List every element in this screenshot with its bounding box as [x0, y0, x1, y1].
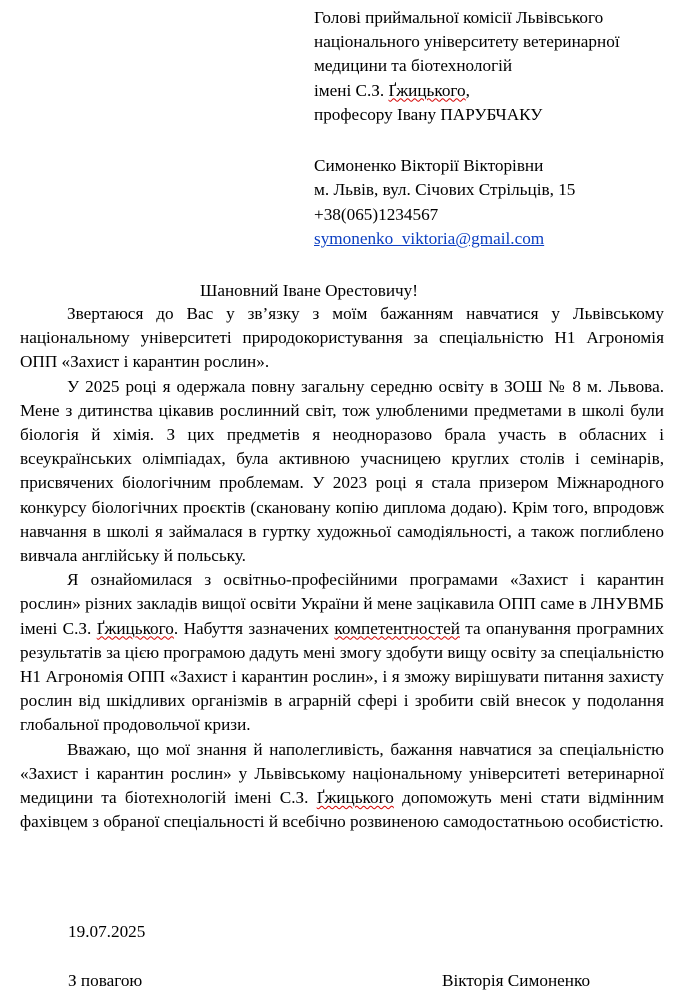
sender-name: Симоненко Вікторії Вікторівни [314, 156, 544, 175]
paragraph-text: та опанування програмних результатів за цією програмою дадуть мені змогу здобути вищу освіту за спеціальністю H1 Агрономія ОПП «Захист і карантин рослин», і я зможу вирішувати питання захисту рослин від шкідливих організмів в аграрній сфері і зробити свій внесок у подолання глобальної продовольчої кризи. [20, 618, 665, 735]
spellcheck-word: Ґжицького [316, 788, 394, 808]
paragraph [20, 738, 664, 835]
sender-email-link[interactable]: symonenko_viktoria@gmail.com [314, 229, 545, 249]
paragraph-text: . Набуття зазначених [173, 618, 335, 638]
paragraph-text: Я ознайомилася з освітньо-професійними програмами «Захист і карантин рослин» різних закладів вищої освіти України й мене зацікавила ОПП саме в ЛНУВМБ імені С.З. [20, 570, 664, 638]
addressee-text: , [465, 80, 470, 100]
letter-body [20, 302, 664, 834]
salutation: Шановний Іване Орестовичу! [200, 281, 418, 300]
paragraph-text: Вважаю, що мої знання й наполегливість, бажання навчатися за спеціальністю «Захист і карантин рослин» у Львівському національному університеті ветеринарної медицини та біотехнологій імені С.З. [20, 739, 664, 808]
spellcheck-word: Ґжицького [388, 80, 466, 100]
spellcheck-word: компетентностей [334, 618, 460, 638]
closing-phrase: З повагою [68, 971, 143, 990]
sender-phone: +38(065)1234567 [314, 204, 439, 224]
letter-date: 19.07.2025 [68, 922, 146, 941]
addressee-text: імені С.З. [314, 80, 389, 100]
addressee-line [314, 79, 674, 103]
addressee-line: професору Івану ПАРУБЧАКУ [314, 104, 543, 124]
spellcheck-word: Ґжицького [96, 618, 174, 638]
paragraph [20, 568, 664, 737]
addressee-line: медицини та біотехнологій [314, 56, 513, 76]
sender-address: м. Львів, вул. Січових Стрільців, 15 [314, 180, 576, 200]
addressee-block [314, 6, 674, 127]
addressee-line: національного університету ветеринарної [314, 32, 620, 52]
paragraph: Звертаюся до Вас у зв’язку з моїм бажанням навчатися у Львівському національному університеті природокористування за спеціальністю H1 Агрономія ОПП «Захист і карантин рослин». [20, 304, 664, 372]
signature-name: Вікторія Симоненко [442, 971, 591, 990]
paragraph: У 2025 році я одержала повну загальну середню освіту в ЗОШ № 8 м. Львова. Мене з дитинства цікавив рослинний світ, тож улюбленими предметами в школі були біологія й хімія. З цих предметів я неодноразово брала участь в обласних і всеукраїнських олімпіадах, була активною учасницею круглих столів і семінарів, присвячених біологічним проблемам. У 2023 році я стала призером Міжнародного конкурсу біологічних проєктів (скановану копію диплома додаю). Крім того, впродовж навчання в школі я займалася в гуртку художньої самодіяльності, а також поглиблено вивчала англійську й польську. [20, 376, 664, 566]
paragraph-text: допоможуть мені стати відмінним фахівцем з обраної спеціальності й всебічно розвиненою самодостатньою особистістю. [20, 788, 664, 832]
addressee-line: Голові приймальної комісії Львівського [314, 8, 604, 27]
sender-block [314, 154, 674, 252]
